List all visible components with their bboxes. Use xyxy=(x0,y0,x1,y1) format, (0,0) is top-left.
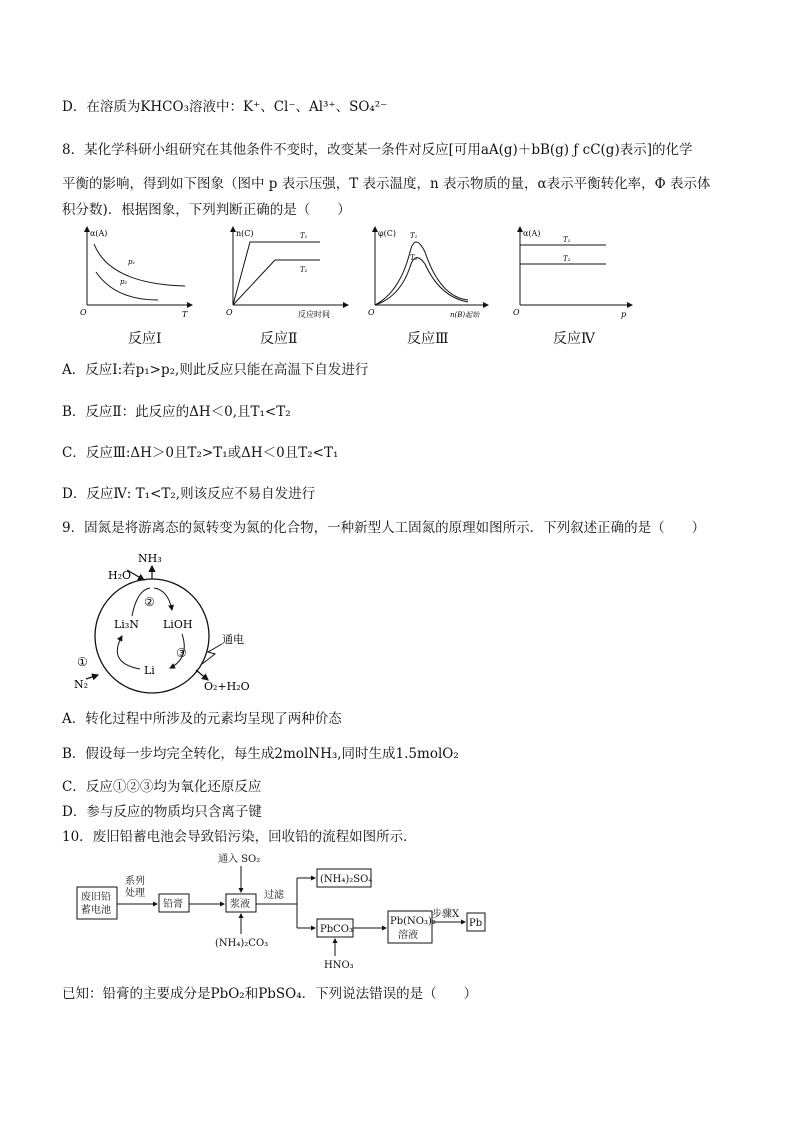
q8-option-a: A．反应Ⅰ:若p₁>p₂,则此反应只能在高温下自发进行 xyxy=(62,362,369,378)
graph-3-curve1: T₁ xyxy=(410,232,418,240)
flow-lead-nitrate-line1: Pb(NO₃)₂ xyxy=(390,916,436,927)
graph-2-curve2: T₂ xyxy=(300,266,308,274)
q8-option-d: D．反应Ⅳ: T₁<T₂,则该反应不易自发进行 xyxy=(62,486,316,502)
flow-ammonium-sulfate: (NH₄)₂SO₄ xyxy=(320,874,373,885)
graph-2 xyxy=(226,227,348,319)
flow-so2: 通入 SO₂ xyxy=(218,854,261,865)
q9-option-a: A．转化过程中所涉及的元素均呈现了两种价态 xyxy=(62,711,342,727)
label-step3: ③ xyxy=(176,646,187,660)
label-step1: ① xyxy=(77,655,88,669)
flow-step-x: 步骤X xyxy=(432,909,460,920)
graph-1-origin: O xyxy=(80,308,87,317)
graph-3-ylabel: φ(C) xyxy=(378,229,396,238)
graph-2-curve1: T₁ xyxy=(300,232,308,240)
graph-4-curve2: T₂ xyxy=(563,255,571,263)
graph-3-caption: 反应Ⅲ xyxy=(407,331,449,347)
flow-battery-line2: 蓄电池 xyxy=(81,905,111,916)
q8-graphs xyxy=(70,222,640,322)
label-li: Li xyxy=(144,664,155,677)
graph-1-xlabel: T xyxy=(182,310,188,319)
graph-2-ylabel: n(C) xyxy=(236,229,254,238)
flow-pb: Pb xyxy=(469,918,483,929)
graph-1-ylabel: α(A) xyxy=(90,229,108,238)
label-h2o: H₂O xyxy=(108,569,132,582)
q9-stem: 9．固氮是将游离态的氮转变为氮的化合物，一种新型人工固氮的原理如图所示．下列叙述正确的是（ ） xyxy=(62,520,706,536)
label-power: 通电 xyxy=(222,633,244,646)
label-o2h2o: O₂+H₂O xyxy=(204,680,250,693)
graph-4-origin: O xyxy=(513,308,520,317)
q8-stem-line1: 8．某化学科研小组研究在其他条件不变时，改变某一条件对反应[可用aA(g)＋bB(g) ƒ cC(g)表示]的化学 xyxy=(62,142,693,158)
flow-ammonium-carbonate: (NH₄)₂CO₃ xyxy=(215,938,269,949)
graph-2-origin: O xyxy=(226,308,233,317)
q8-stem-line2: 平衡的影响，得到如下图象（图中 p 表示压强，T 表示温度，n 表示物质的量，α表示平衡转化率，Φ 表示体 xyxy=(62,176,711,192)
q10-flow-diagram xyxy=(72,850,492,975)
q9-option-c: C．反应①②③均为氧化还原反应 xyxy=(62,779,262,795)
label-nh3: NH₃ xyxy=(138,552,162,565)
graph-2-xlabel: 反应时间 xyxy=(298,310,330,319)
q9-option-b: B．假设每一步均完全转化，每生成2molNH₃,同时生成1.5molO₂ xyxy=(62,746,459,762)
flow-battery-line1: 废旧铅 xyxy=(81,892,111,903)
q10-known: 已知：铅膏的主要成分是PbO₂和PbSO₄．下列说法错误的是（ ） xyxy=(62,986,478,1002)
graph-1 xyxy=(80,227,192,319)
graph-4-xlabel: p xyxy=(621,310,627,319)
graph-1-curve2: p₂ xyxy=(120,278,128,286)
graph-1-curve1: p₁ xyxy=(128,258,136,266)
graph-1-caption: 反应Ⅰ xyxy=(128,331,162,347)
graph-2-caption: 反应Ⅱ xyxy=(260,331,298,347)
label-n2: N₂ xyxy=(74,678,89,691)
label-step2: ② xyxy=(144,595,155,609)
flow-lead-nitrate-line2: 溶液 xyxy=(398,930,418,941)
graph-3-curve2: T₂ xyxy=(410,254,418,262)
q9-option-d: D．参与反应的物质均只含离子键 xyxy=(62,804,262,820)
flow-process-line1: 系列 xyxy=(125,876,145,887)
graph-3 xyxy=(368,227,488,319)
q9-cycle-diagram xyxy=(72,548,272,698)
graph-3-xlabel: n(B)起始 xyxy=(450,311,480,319)
flow-filter: 过滤 xyxy=(264,890,284,901)
graph-4 xyxy=(513,227,632,319)
flow-slurry: 浆液 xyxy=(230,899,250,910)
q8-stem-line3: 积分数)．根据图象，下列判断正确的是（ ） xyxy=(62,202,351,218)
q7-option-d: D．在溶质为KHCO₃溶液中：K⁺、Cl⁻、Al³⁺、SO₄²⁻ xyxy=(62,99,388,115)
q8-option-c: C．反应Ⅲ:ΔH＞0且T₂>T₁或ΔH＜0且T₂<T₁ xyxy=(62,445,339,461)
label-li3n: Li₃N xyxy=(114,618,139,631)
graph-3-origin: O xyxy=(368,308,375,317)
flow-process-line2: 处理 xyxy=(125,888,145,899)
q8-option-b: B．反应Ⅱ：此反应的ΔH＜0,且T₁<T₂ xyxy=(62,404,291,420)
graph-4-curve1: T₁ xyxy=(563,236,571,244)
label-lioh: LiOH xyxy=(163,618,193,631)
graph-4-ylabel: α(A) xyxy=(523,229,541,238)
flow-pbco3: PbCO₃ xyxy=(320,924,353,935)
graph-4-caption: 反应Ⅳ xyxy=(553,331,595,347)
flow-paste: 铅膏 xyxy=(163,899,183,910)
q10-stem: 10．废旧铅蓄电池会导致铅污染，回收铅的流程如图所示． xyxy=(62,829,417,845)
flow-hno3: HNO₃ xyxy=(324,960,354,971)
